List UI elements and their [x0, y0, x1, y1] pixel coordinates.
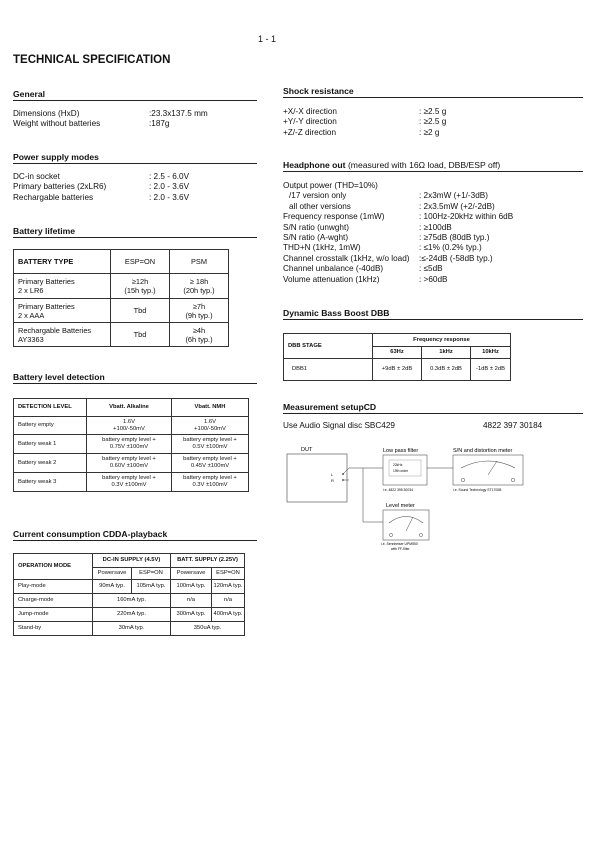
table-cell — [170, 274, 229, 299]
power-supply-rule — [13, 163, 257, 164]
shock-value: : ≥2 g — [419, 127, 440, 137]
cell-line: 2 x AAA — [18, 310, 45, 320]
table-cell: 0.3dB ± 2dB — [422, 359, 471, 381]
sn-dial — [461, 461, 515, 468]
measurement-diagram — [283, 444, 583, 554]
headphone-value: : ≥100dB — [419, 222, 452, 232]
table-cell: DBB1 — [284, 359, 373, 381]
shock-list — [283, 107, 583, 138]
headphone-label: S/N ratio (unwght) — [283, 222, 349, 232]
power-supply-row — [13, 182, 257, 192]
general-rule — [13, 100, 257, 101]
cell-line: 2 x LR6 — [18, 286, 44, 295]
power-supply-heading: Power supply modes — [13, 152, 99, 162]
table-cell: 400mA typ. — [212, 608, 245, 622]
table-cell — [87, 435, 172, 454]
cell-line: ≥ 18h — [189, 277, 209, 286]
headphone-label: Channel unbalance (-40dB) — [283, 264, 384, 274]
power-supply-row — [13, 193, 257, 203]
current-heading: Current consumption CDDA-playback — [13, 529, 168, 539]
dut-label: DUT — [301, 447, 313, 453]
measurement-rule — [283, 413, 583, 414]
power-supply-value: : 2.0 - 3.6V — [149, 182, 190, 192]
port-r: R — [331, 478, 334, 483]
sn-knob — [461, 478, 465, 482]
headphone-list — [283, 181, 583, 285]
cell-line: battery empty level + — [102, 475, 156, 481]
level-knob — [389, 533, 392, 536]
table-cell: 100mA typ. — [171, 580, 212, 594]
shock-value: : ≥2.5 g — [419, 117, 447, 127]
column-header: OPERATION MODE — [14, 554, 93, 580]
headphone-label: Volume attenuation (1kHz) — [283, 274, 380, 284]
general-value: :23.3x137.5 mm — [149, 109, 208, 118]
table-cell — [87, 417, 172, 435]
level-dial — [389, 517, 423, 524]
battery-level-table — [13, 398, 249, 492]
table-cell — [14, 274, 111, 299]
cell-line: battery empty level + — [102, 437, 156, 443]
table-cell: Jump-mode — [14, 608, 93, 622]
headphone-heading-title: Headphone out — [283, 160, 346, 170]
cell-line: 0.45V ±100mV — [190, 463, 230, 469]
level-box — [383, 510, 429, 540]
current-table — [13, 553, 245, 636]
table-cell: 220mA typ. — [93, 608, 171, 622]
level-note: i.e. Sennheiser UPM550 — [381, 542, 418, 546]
lpf-label: Low pass filter — [383, 448, 419, 454]
cell-line: +100/-50mV — [113, 425, 145, 432]
cell-line: ≥7h — [192, 301, 206, 311]
cell-line: battery empty level + — [102, 456, 156, 462]
cell-line: 0.3V ±100mV — [111, 482, 147, 488]
battery-lifetime-heading: Battery lifetime — [13, 226, 76, 236]
sn-knob — [511, 478, 515, 482]
table-cell: 30mA typ. — [93, 622, 171, 636]
column-header: Vbatt. Alkaline — [87, 399, 172, 417]
headphone-label: Output power (THD=10%) — [283, 181, 378, 190]
subheader-cell: Powersave — [171, 568, 212, 580]
lpf-inner-line: 22kHz — [393, 463, 403, 467]
dbb-rule — [283, 319, 583, 320]
power-supply-list — [13, 172, 257, 203]
battery-lifetime-rule — [13, 237, 257, 238]
measurement-disc-code: 4822 397 30184 — [483, 421, 543, 430]
headphone-value: :≤-24dB (-58dB typ.) — [419, 253, 493, 263]
headphone-row — [283, 233, 583, 243]
table-cell: -1dB ± 2dB — [471, 359, 511, 381]
general-label: Weight without batteries — [13, 119, 101, 129]
headphone-row — [283, 264, 583, 274]
table-cell — [170, 323, 229, 347]
cell-line: ≥12h — [131, 277, 149, 286]
cell-line: 1.6V — [204, 418, 216, 425]
general-heading: General — [13, 89, 46, 99]
table-cell: Tbd — [111, 323, 170, 347]
column-header: BATT. SUPPLY (2.25V) — [171, 554, 245, 568]
table-cell: 350uA typ. — [171, 622, 245, 636]
cell-line: battery empty level + — [183, 437, 237, 443]
column-header: BATTERY TYPE — [14, 250, 111, 274]
lpf-inner-line: 19th order — [393, 469, 409, 473]
table-cell: Battery weak 1 — [14, 435, 87, 454]
lpf-note: i.e. 4822 395 30034 — [383, 488, 413, 492]
table-row — [14, 435, 249, 454]
shock-row — [283, 107, 583, 117]
table-row — [14, 274, 229, 299]
headphone-value: : 2x3mW (+1/-3dB) — [419, 191, 488, 201]
column-header: PSM — [170, 250, 229, 274]
column-header: Vbatt. NMH — [172, 399, 249, 417]
cell-line: 1.6V — [123, 418, 135, 425]
dut-box — [287, 454, 347, 502]
shock-rule — [283, 97, 583, 98]
table-cell: 90mA typ. — [93, 580, 132, 594]
table-cell — [87, 473, 172, 492]
table-cell — [170, 299, 229, 323]
table-cell: Battery empty — [14, 417, 87, 435]
headphone-label: S/N ratio (A-wght) — [283, 232, 349, 242]
headphone-label: /17 version only — [289, 191, 347, 201]
table-cell — [14, 323, 111, 347]
headphone-row — [283, 212, 583, 222]
dbb-table — [283, 333, 511, 381]
headphone-heading — [283, 160, 500, 170]
headphone-row — [283, 243, 583, 253]
cell-line: Primary Batteries — [18, 277, 75, 286]
headphone-row — [283, 254, 583, 264]
table-row — [284, 359, 511, 381]
table-cell — [172, 435, 249, 454]
headphone-value: : >60dB — [419, 274, 448, 284]
switch-line — [343, 468, 349, 474]
subheader-cell: ESP=ON — [132, 568, 171, 580]
cell-line: 0.75V ±100mV — [109, 444, 149, 450]
shock-label: +X/-X direction — [283, 107, 337, 116]
headphone-value: : ≤5dB — [419, 264, 443, 274]
power-supply-label: Primary batteries (2xLR6) — [13, 182, 107, 192]
shock-row — [283, 128, 583, 138]
battery-lifetime-table — [13, 249, 229, 347]
table-cell: Stand-by — [14, 622, 93, 636]
dbb-heading: Dynamic Bass Boost DBB — [283, 308, 390, 318]
table-row — [14, 454, 249, 473]
table-cell — [14, 299, 111, 323]
port-l: L — [331, 472, 334, 477]
table-header-row — [284, 334, 511, 347]
power-supply-value: : 2.5 - 6.0V — [149, 172, 190, 181]
headphone-value: : ≤1% (0.2% typ.) — [419, 243, 482, 253]
table-cell: Play-mode — [14, 580, 93, 594]
cell-line: Rechargable Batteries — [18, 325, 92, 335]
general-label: Dimensions (HxD) — [13, 109, 80, 118]
cell-line: 0.60V ±100mV — [109, 463, 149, 469]
table-cell: Battery weak 3 — [14, 473, 87, 492]
table-cell: n/a — [212, 594, 245, 608]
battery-level-rule — [13, 383, 257, 384]
column-header: DC-IN SUPPLY (4.5V) — [93, 554, 171, 568]
cell-line: ≥4h — [192, 325, 206, 335]
power-supply-label: Rechargable batteries — [13, 192, 94, 202]
general-row — [13, 119, 257, 129]
column-header: DETECTION LEVEL — [14, 399, 87, 417]
headphone-value: : 2x3.5mW (+2/-2dB) — [419, 201, 495, 211]
measurement-disc-label: Use Audio Signal disc SBC429 — [283, 421, 395, 430]
table-cell — [172, 473, 249, 492]
table-row — [14, 580, 245, 594]
measurement-heading: Measurement setupCD — [283, 402, 377, 412]
table-cell: 105mA typ. — [132, 580, 171, 594]
shock-label: +Y/-Y direction — [283, 117, 337, 127]
table-header-row — [14, 399, 249, 417]
headphone-row — [283, 202, 583, 212]
table-row — [14, 594, 245, 608]
current-rule — [13, 540, 257, 541]
table-cell — [172, 417, 249, 435]
power-supply-label: DC-in socket — [13, 172, 60, 181]
headphone-row — [283, 275, 583, 285]
headphone-row — [283, 181, 583, 191]
measurement-line — [283, 421, 583, 431]
cell-line: 0.3V ±100mV — [192, 482, 228, 488]
level-label: Level meter — [386, 503, 415, 509]
table-cell: Tbd — [111, 299, 170, 323]
cell-line: (15h typ.) — [124, 286, 156, 295]
table-header-row — [14, 554, 245, 568]
subheader-cell: 63Hz — [373, 347, 422, 359]
table-cell — [172, 454, 249, 473]
table-row — [14, 299, 229, 323]
sn-needle — [488, 461, 497, 475]
column-header: ESP=ON — [111, 250, 170, 274]
table-cell: 160mA typ. — [93, 594, 171, 608]
table-cell: Charge-mode — [14, 594, 93, 608]
cell-line: battery empty level + — [183, 475, 237, 481]
headphone-label: THD+N (1kHz, 1mW) — [283, 243, 361, 253]
cell-line: +100/-50mV — [194, 425, 226, 432]
battery-level-heading: Battery level detection — [13, 372, 105, 382]
headphone-label: Frequency response (1mW) — [283, 212, 385, 222]
headphone-row — [283, 223, 583, 233]
table-cell: n/a — [171, 594, 212, 608]
cell-line: battery empty level + — [183, 456, 237, 462]
power-supply-row — [13, 172, 257, 182]
table-cell: Battery weak 2 — [14, 454, 87, 473]
table-row — [14, 323, 229, 347]
general-list — [13, 109, 257, 130]
column-header: DBB STAGE — [284, 334, 373, 359]
headphone-value: : ≥75dB (80dB typ.) — [419, 232, 490, 242]
headphone-heading-note: (measured with 16Ω load, DBB/ESP off) — [347, 160, 501, 170]
column-header: Frequency response — [373, 334, 511, 347]
sn-note: i.e. Sound Technology ST1700B — [453, 488, 502, 492]
shock-row — [283, 117, 583, 127]
table-cell: 300mA typ. — [171, 608, 212, 622]
headphone-label: all other versions — [289, 201, 351, 211]
shock-label: +Z/-Z direction — [283, 127, 337, 137]
page-number: 1 - 1 — [258, 34, 277, 44]
table-row — [14, 622, 245, 636]
level-needle — [406, 517, 413, 531]
subheader-cell: ESP=ON — [212, 568, 245, 580]
headphone-row — [283, 191, 583, 201]
table-header-row — [14, 250, 229, 274]
page-title: TECHNICAL SPECIFICATION — [13, 54, 171, 66]
cell-line: (6h typ.) — [185, 334, 213, 344]
cell-line: Primary Batteries — [18, 301, 75, 311]
sn-label: S/N and distortion meter — [453, 448, 513, 454]
general-row — [13, 109, 257, 119]
cell-line: (9h typ.) — [185, 310, 213, 320]
headphone-label: Channel crosstalk (1kHz, w/o load) — [283, 253, 410, 263]
measurement-row — [283, 421, 583, 431]
headphone-value: : 100Hz-20kHz within 6dB — [419, 212, 514, 222]
table-row — [14, 608, 245, 622]
table-cell: +9dB ± 2dB — [373, 359, 422, 381]
table-cell: 120mA typ. — [212, 580, 245, 594]
level-knob — [419, 533, 422, 536]
headphone-rule — [283, 171, 583, 172]
table-cell — [87, 454, 172, 473]
table-row — [14, 473, 249, 492]
subheader-cell: 1kHz — [422, 347, 471, 359]
table-cell — [111, 274, 170, 299]
general-value: :187g — [149, 119, 170, 129]
subheader-cell: 10kHz — [471, 347, 511, 359]
cell-line: AY3363 — [18, 334, 44, 344]
power-supply-value: : 2.0 - 3.6V — [149, 192, 190, 202]
shock-value: : ≥2.5 g — [419, 107, 447, 116]
shock-heading: Shock resistance — [283, 86, 354, 96]
cell-line: (20h typ.) — [183, 286, 215, 295]
subheader-cell: Powersave — [93, 568, 132, 580]
cell-line: 0.5V ±100mV — [192, 444, 228, 450]
sn-box — [453, 455, 523, 485]
level-note: with FF-filter — [391, 547, 410, 551]
table-row — [14, 417, 249, 435]
